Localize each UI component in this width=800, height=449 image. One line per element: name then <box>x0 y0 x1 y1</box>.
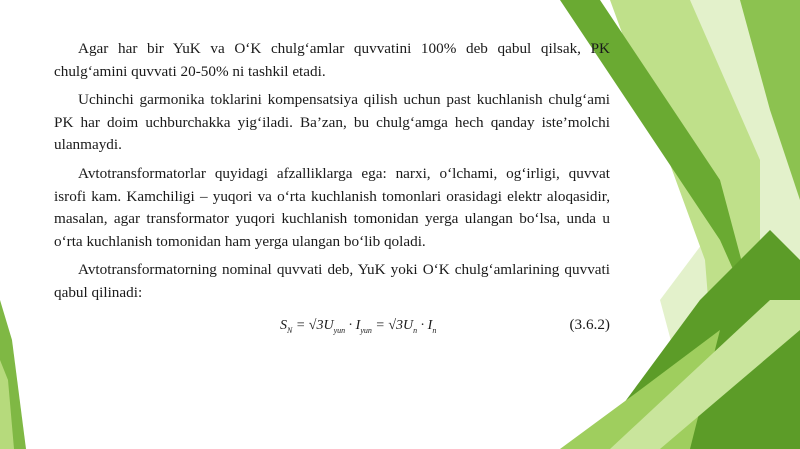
paragraph-2: Uchinchi garmonika toklarini kompensatsiya qilish uchun past kuchlanish chulg‘ami PK har doim uchburchakka yig‘iladi. Ba’zan, bu chulg‘amga hech qanday iste’molchi ulanmaydi. <box>54 91 610 154</box>
formula-dot1: · I <box>345 317 361 333</box>
paragraph-4: Avtotransformatorning nominal quvvati deb, YuK yoki O‘K chulg‘amlarining quvvati qabul qilinadi: <box>54 261 610 301</box>
equation-number: (3.6.2) <box>569 315 610 333</box>
formula-i2-sub: n <box>432 325 437 335</box>
formula-eq2: = √3U <box>371 317 414 333</box>
formula-dot2: · I <box>417 317 433 333</box>
formula-eq1: = √3U <box>292 317 334 333</box>
formula-i1-sub: yun <box>360 325 372 335</box>
formula-u1-sub: yun <box>333 325 346 335</box>
paragraph-1: Agar har bir YuK va O‘K chulg‘amlar quvvatini 100% deb qabul qilsak, PK chulg‘amini quvvati 20-50% ni tashkil etadi. <box>54 40 610 80</box>
document-body <box>54 38 610 341</box>
formula-row <box>54 311 610 341</box>
formula-s: S <box>280 317 287 333</box>
paragraph-3: Avtotransformatorlar quyidagi afzalliklarga ega: narxi, o‘lchami, og‘irligi, quvvat isrofi kam. Kamchiligi – yuqori va o‘rta kuchlanish tomonlari orasidagi elektr aloqasidir, masalan, agar transformator yuqori kuchlanish tomonidan yerga ulangan bo‘lsa, unda u o‘rta kuchlanish tomonidan ham yerga ulangan bo‘lib qoladi. <box>54 164 610 250</box>
formula-u2-sub: n <box>413 325 418 335</box>
formula-s-sub: N <box>287 325 293 335</box>
formula <box>280 315 436 342</box>
